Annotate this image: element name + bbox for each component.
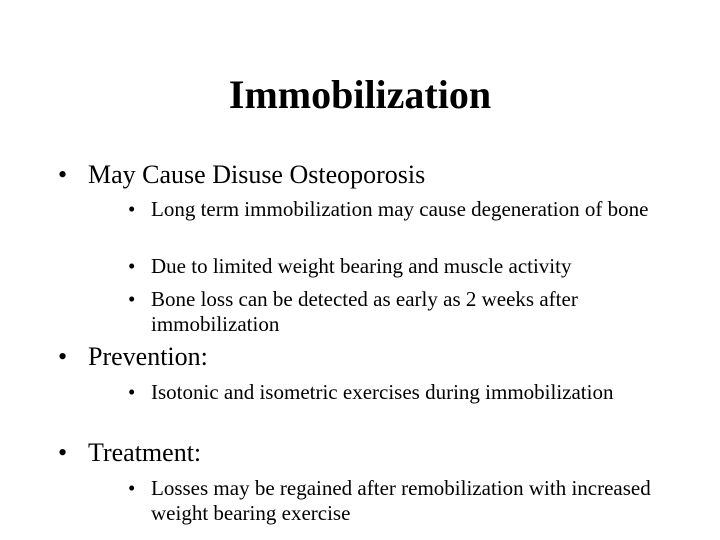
bullet-level2-degeneration [128, 197, 668, 222]
bullet-text: Bone loss can be detected as early as 2 weeks after immobilization [151, 287, 578, 336]
bullet-level2-exercises [128, 380, 668, 405]
bullet-level1-osteoporosis [58, 160, 425, 190]
bullet-level2-remobilization [128, 476, 668, 526]
slide-title: Immobilization [228, 72, 492, 117]
bullet-level2-weight-bearing [128, 254, 668, 279]
bullet-dot: • [58, 438, 68, 467]
bullet-text: May Cause Disuse Osteoporosis [88, 160, 426, 189]
bullet-dot: • [128, 197, 136, 221]
bullet-dot: • [58, 160, 68, 189]
bullet-text: Isotonic and isometric exercises during immobilization [151, 380, 614, 404]
bullet-level1-prevention [58, 342, 208, 372]
bullet-dot: • [58, 342, 68, 371]
bullet-level1-treatment [58, 438, 201, 468]
bullet-dot: • [128, 287, 136, 311]
bullet-text: Due to limited weight bearing and muscle activity [151, 254, 572, 278]
bullet-dot: • [128, 476, 136, 500]
bullet-dot: • [128, 380, 136, 404]
bullet-dot: • [128, 254, 136, 278]
bullet-text: Long term immobilization may cause degeneration of bone [151, 197, 649, 221]
bullet-text: Losses may be regained after remobilization with increased weight bearing exercise [151, 476, 651, 525]
bullet-text: Treatment: [88, 438, 202, 467]
bullet-text: Prevention: [88, 342, 208, 371]
bullet-level2-bone-loss [128, 287, 668, 337]
